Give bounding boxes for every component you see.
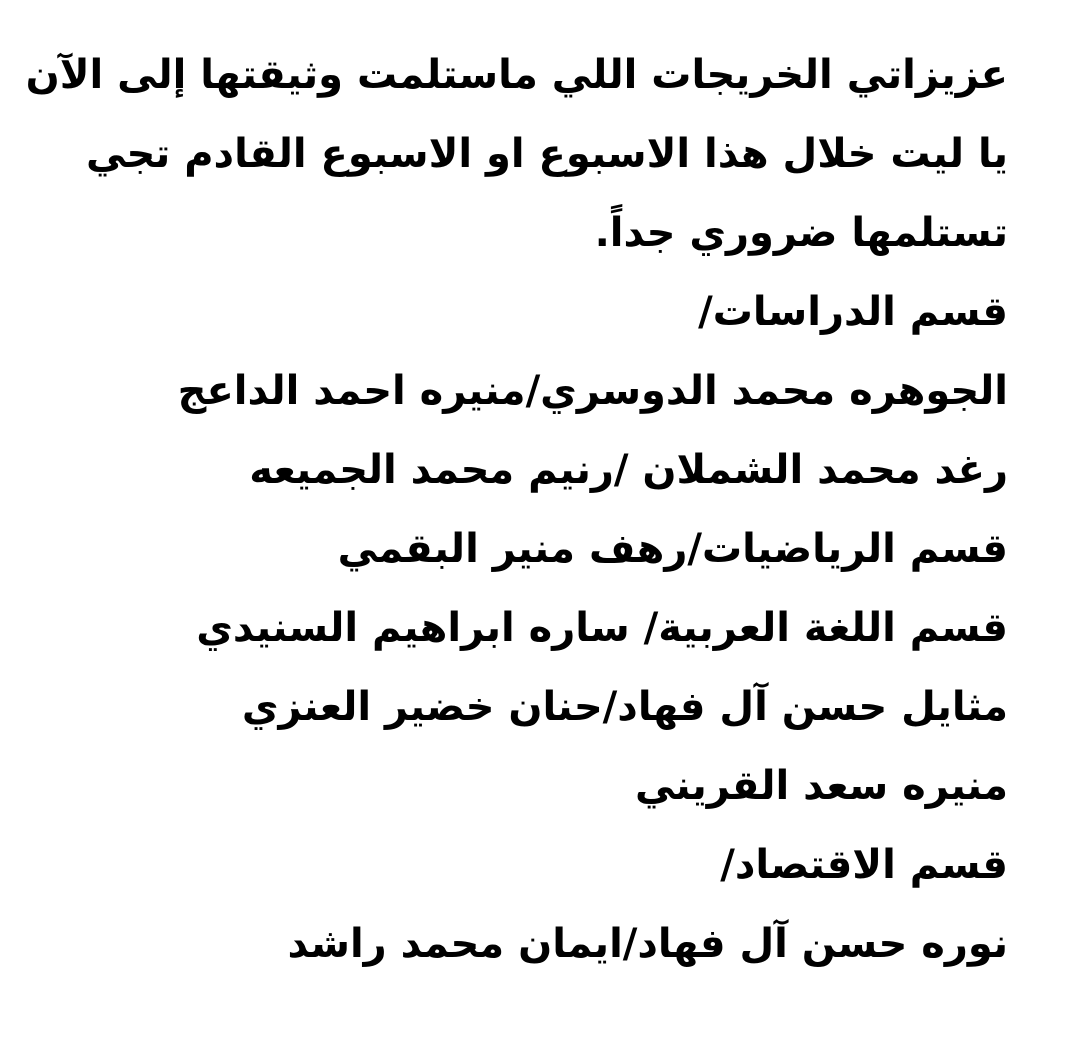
department-heading: قسم الاقتصاد/ <box>720 842 1008 888</box>
message-line: يا ليت خلال هذا الاسبوع او الاسبوع القادم تجي <box>86 131 1008 177</box>
name-line: رغد محمد الشملان /رنيم محمد الجميعه <box>249 447 1008 493</box>
department-name-line: قسم اللغة العربية/ ساره ابراهيم السنيدي <box>196 605 1008 651</box>
name-line: نوره حسن آل فهاد/ايمان محمد راشد <box>287 921 1008 967</box>
name-line: الجوهره محمد الدوسري/منيره احمد الداعج <box>177 368 1008 414</box>
message-line: عزيزاتي الخريجات اللي ماستلمت وثيقتها إلى الآن <box>25 52 1008 98</box>
message-line: تستلمها ضروري جداً. <box>594 210 1008 256</box>
name-line: منيره سعد القريني <box>634 763 1008 809</box>
message-text <box>25 36 1008 984</box>
name-line: مثايل حسن آل فهاد/حنان خضير العنزي <box>241 684 1008 730</box>
department-heading: قسم الدراسات/ <box>698 289 1008 335</box>
department-name-line: قسم الرياضيات/رهف منير البقمي <box>337 526 1008 572</box>
